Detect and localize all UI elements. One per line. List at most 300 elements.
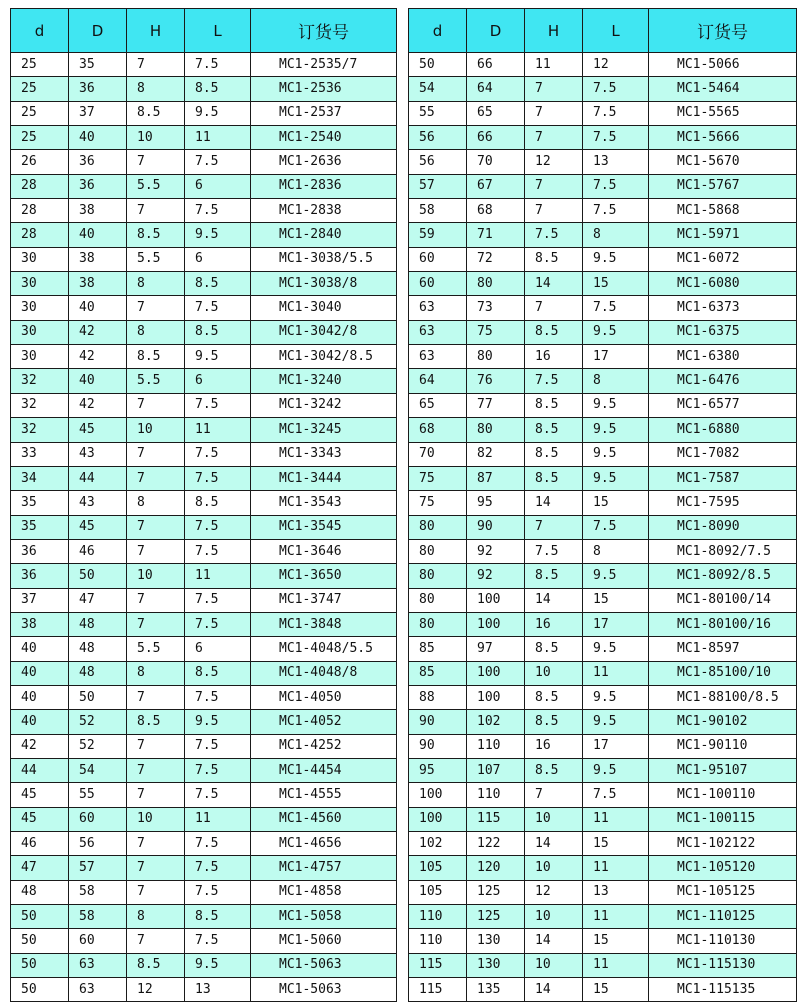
cell-outer-diameter: 67	[467, 174, 525, 198]
cell-length: 15	[583, 832, 649, 856]
spec-table-left-body	[11, 53, 397, 1002]
cell-length: 7.5	[185, 442, 251, 466]
cell-outer-diameter: 125	[467, 880, 525, 904]
table-row	[409, 491, 797, 515]
cell-d: 90	[409, 734, 467, 758]
table-row	[11, 807, 397, 831]
cell-length: 9.5	[583, 758, 649, 782]
cell-outer-diameter: 87	[467, 466, 525, 490]
cell-outer-diameter: 48	[69, 637, 127, 661]
spec-table-left	[10, 8, 397, 1002]
cell-height: 7	[127, 150, 185, 174]
cell-length: 13	[583, 880, 649, 904]
table-row	[409, 564, 797, 588]
cell-length: 7.5	[185, 758, 251, 782]
table-row	[409, 199, 797, 223]
cell-length: 8	[583, 223, 649, 247]
table-row	[11, 953, 397, 977]
cell-order-number: MC1-8092/7.5	[649, 539, 797, 563]
cell-order-number: MC1-5060	[251, 929, 397, 953]
header-order-number: 订货号	[649, 9, 797, 53]
table-row	[409, 320, 797, 344]
cell-length: 11	[583, 661, 649, 685]
table-row	[11, 247, 397, 271]
cell-height: 8.5	[525, 685, 583, 709]
cell-height: 5.5	[127, 247, 185, 271]
table-row	[409, 978, 797, 1002]
cell-outer-diameter: 60	[69, 929, 127, 953]
cell-outer-diameter: 76	[467, 369, 525, 393]
cell-outer-diameter: 80	[467, 272, 525, 296]
header-length: L	[583, 9, 649, 53]
cell-order-number: MC1-2537	[251, 101, 397, 125]
cell-length: 8.5	[185, 272, 251, 296]
table-row	[11, 539, 397, 563]
cell-order-number: MC1-4048/8	[251, 661, 397, 685]
cell-order-number: MC1-4560	[251, 807, 397, 831]
cell-order-number: MC1-6373	[649, 296, 797, 320]
cell-outer-diameter: 50	[69, 685, 127, 709]
cell-d: 28	[11, 199, 69, 223]
cell-order-number: MC1-2535/7	[251, 53, 397, 77]
cell-outer-diameter: 107	[467, 758, 525, 782]
cell-d: 48	[11, 880, 69, 904]
cell-height: 14	[525, 929, 583, 953]
cell-height: 8.5	[525, 247, 583, 271]
cell-length: 6	[185, 174, 251, 198]
cell-outer-diameter: 63	[69, 978, 127, 1002]
table-row	[409, 442, 797, 466]
table-row	[409, 77, 797, 101]
cell-height: 8.5	[525, 320, 583, 344]
cell-height: 7	[525, 515, 583, 539]
cell-order-number: MC1-5767	[649, 174, 797, 198]
table-row	[11, 637, 397, 661]
cell-height: 10	[525, 953, 583, 977]
cell-d: 47	[11, 856, 69, 880]
cell-outer-diameter: 58	[69, 905, 127, 929]
cell-order-number: MC1-7082	[649, 442, 797, 466]
cell-length: 9.5	[583, 637, 649, 661]
cell-outer-diameter: 42	[69, 393, 127, 417]
table-row	[11, 783, 397, 807]
cell-length: 11	[185, 807, 251, 831]
table-row	[409, 515, 797, 539]
cell-height: 7	[127, 53, 185, 77]
cell-length: 7.5	[185, 588, 251, 612]
cell-outer-diameter: 66	[467, 53, 525, 77]
cell-order-number: MC1-5063	[251, 978, 397, 1002]
cell-length: 8	[583, 539, 649, 563]
cell-length: 11	[185, 564, 251, 588]
cell-d: 80	[409, 539, 467, 563]
table-row	[409, 296, 797, 320]
cell-d: 64	[409, 369, 467, 393]
spec-table-right-body	[409, 53, 797, 1002]
cell-height: 10	[525, 856, 583, 880]
cell-length: 7.5	[185, 929, 251, 953]
cell-height: 5.5	[127, 369, 185, 393]
cell-order-number: MC1-5868	[649, 199, 797, 223]
cell-outer-diameter: 44	[69, 466, 127, 490]
cell-outer-diameter: 38	[69, 199, 127, 223]
cell-length: 7.5	[185, 734, 251, 758]
cell-order-number: MC1-4858	[251, 880, 397, 904]
cell-length: 9.5	[583, 564, 649, 588]
cell-length: 9.5	[185, 101, 251, 125]
cell-order-number: MC1-4050	[251, 685, 397, 709]
cell-height: 16	[525, 734, 583, 758]
cell-order-number: MC1-3747	[251, 588, 397, 612]
cell-height: 7.5	[525, 369, 583, 393]
cell-d: 30	[11, 247, 69, 271]
cell-d: 28	[11, 174, 69, 198]
table-row	[11, 393, 397, 417]
cell-order-number: MC1-2836	[251, 174, 397, 198]
cell-outer-diameter: 70	[467, 150, 525, 174]
table-row	[409, 637, 797, 661]
cell-length: 7.5	[185, 296, 251, 320]
cell-height: 8.5	[525, 442, 583, 466]
cell-length: 17	[583, 612, 649, 636]
cell-height: 7	[525, 174, 583, 198]
cell-d: 40	[11, 637, 69, 661]
cell-order-number: MC1-95107	[649, 758, 797, 782]
cell-height: 10	[127, 564, 185, 588]
cell-length: 11	[185, 418, 251, 442]
cell-length: 9.5	[583, 320, 649, 344]
table-row	[409, 612, 797, 636]
cell-order-number: MC1-3245	[251, 418, 397, 442]
cell-height: 7	[127, 783, 185, 807]
cell-height: 7	[127, 929, 185, 953]
cell-height: 14	[525, 832, 583, 856]
cell-outer-diameter: 42	[69, 345, 127, 369]
cell-length: 9.5	[583, 685, 649, 709]
cell-length: 11	[583, 807, 649, 831]
table-row	[11, 126, 397, 150]
cell-outer-diameter: 43	[69, 491, 127, 515]
cell-length: 7.5	[185, 856, 251, 880]
cell-length: 9.5	[583, 466, 649, 490]
table-row	[409, 758, 797, 782]
cell-d: 88	[409, 685, 467, 709]
cell-outer-diameter: 100	[467, 588, 525, 612]
cell-outer-diameter: 40	[69, 223, 127, 247]
cell-d: 70	[409, 442, 467, 466]
table-row	[409, 174, 797, 198]
table-row	[11, 296, 397, 320]
cell-d: 32	[11, 418, 69, 442]
table-row	[409, 101, 797, 125]
cell-length: 7.5	[185, 685, 251, 709]
cell-outer-diameter: 55	[69, 783, 127, 807]
table-row	[409, 807, 797, 831]
table-row	[409, 685, 797, 709]
cell-height: 8	[127, 905, 185, 929]
cell-order-number: MC1-5464	[649, 77, 797, 101]
cell-order-number: MC1-6380	[649, 345, 797, 369]
cell-length: 8.5	[185, 905, 251, 929]
table-row	[11, 758, 397, 782]
cell-length: 7.5	[185, 832, 251, 856]
cell-d: 85	[409, 661, 467, 685]
cell-order-number: MC1-6080	[649, 272, 797, 296]
cell-order-number: MC1-4252	[251, 734, 397, 758]
cell-order-number: MC1-5063	[251, 953, 397, 977]
cell-height: 7	[127, 539, 185, 563]
table-row	[11, 320, 397, 344]
cell-outer-diameter: 130	[467, 929, 525, 953]
cell-height: 8.5	[525, 710, 583, 734]
cell-order-number: MC1-90102	[649, 710, 797, 734]
cell-outer-diameter: 72	[467, 247, 525, 271]
cell-order-number: MC1-3543	[251, 491, 397, 515]
cell-height: 8.5	[127, 223, 185, 247]
cell-height: 10	[525, 661, 583, 685]
table-row	[11, 369, 397, 393]
table-row	[11, 491, 397, 515]
cell-outer-diameter: 36	[69, 150, 127, 174]
cell-d: 68	[409, 418, 467, 442]
cell-order-number: MC1-4048/5.5	[251, 637, 397, 661]
cell-order-number: MC1-3242	[251, 393, 397, 417]
table-row	[11, 905, 397, 929]
cell-d: 80	[409, 588, 467, 612]
cell-height: 12	[127, 978, 185, 1002]
cell-height: 14	[525, 588, 583, 612]
cell-d: 45	[11, 783, 69, 807]
cell-d: 30	[11, 296, 69, 320]
cell-length: 9.5	[583, 710, 649, 734]
cell-outer-diameter: 80	[467, 345, 525, 369]
cell-order-number: MC1-3042/8	[251, 320, 397, 344]
cell-length: 11	[583, 905, 649, 929]
cell-height: 11	[525, 53, 583, 77]
table-row	[11, 978, 397, 1002]
cell-order-number: MC1-90110	[649, 734, 797, 758]
cell-height: 8	[127, 320, 185, 344]
cell-height: 16	[525, 345, 583, 369]
cell-length: 9.5	[185, 710, 251, 734]
cell-height: 8.5	[525, 393, 583, 417]
table-row	[409, 223, 797, 247]
cell-length: 15	[583, 491, 649, 515]
cell-outer-diameter: 68	[467, 199, 525, 223]
cell-order-number: MC1-115130	[649, 953, 797, 977]
cell-outer-diameter: 90	[467, 515, 525, 539]
cell-height: 8.5	[525, 466, 583, 490]
cell-d: 30	[11, 272, 69, 296]
header-height: H	[525, 9, 583, 53]
header-d: d	[11, 9, 69, 53]
cell-height: 7	[525, 126, 583, 150]
cell-height: 12	[525, 150, 583, 174]
cell-order-number: MC1-80100/14	[649, 588, 797, 612]
cell-length: 11	[583, 953, 649, 977]
cell-length: 7.5	[185, 612, 251, 636]
cell-length: 7.5	[583, 199, 649, 223]
cell-height: 7	[127, 856, 185, 880]
table-row	[11, 734, 397, 758]
cell-outer-diameter: 73	[467, 296, 525, 320]
cell-d: 40	[11, 685, 69, 709]
cell-d: 32	[11, 369, 69, 393]
cell-outer-diameter: 37	[69, 101, 127, 125]
cell-outer-diameter: 120	[467, 856, 525, 880]
cell-length: 8.5	[185, 320, 251, 344]
cell-d: 80	[409, 515, 467, 539]
cell-outer-diameter: 52	[69, 734, 127, 758]
table-row	[409, 783, 797, 807]
cell-outer-diameter: 35	[69, 53, 127, 77]
cell-d: 105	[409, 856, 467, 880]
cell-length: 7.5	[185, 466, 251, 490]
cell-outer-diameter: 115	[467, 807, 525, 831]
cell-height: 10	[127, 418, 185, 442]
cell-d: 33	[11, 442, 69, 466]
cell-height: 7	[127, 758, 185, 782]
cell-height: 8	[127, 272, 185, 296]
table-row	[409, 247, 797, 271]
cell-d: 45	[11, 807, 69, 831]
cell-outer-diameter: 63	[69, 953, 127, 977]
cell-d: 57	[409, 174, 467, 198]
cell-order-number: MC1-2540	[251, 126, 397, 150]
cell-height: 7	[127, 199, 185, 223]
table-row	[11, 832, 397, 856]
cell-order-number: MC1-115135	[649, 978, 797, 1002]
table-row	[11, 880, 397, 904]
table-row	[11, 442, 397, 466]
cell-d: 65	[409, 393, 467, 417]
cell-height: 8	[127, 661, 185, 685]
header-length: L	[185, 9, 251, 53]
cell-outer-diameter: 92	[467, 564, 525, 588]
cell-order-number: MC1-3444	[251, 466, 397, 490]
cell-outer-diameter: 77	[467, 393, 525, 417]
cell-outer-diameter: 48	[69, 661, 127, 685]
cell-outer-diameter: 48	[69, 612, 127, 636]
cell-d: 55	[409, 101, 467, 125]
cell-d: 30	[11, 320, 69, 344]
header-height: H	[127, 9, 185, 53]
cell-outer-diameter: 42	[69, 320, 127, 344]
cell-height: 14	[525, 272, 583, 296]
cell-outer-diameter: 40	[69, 369, 127, 393]
cell-order-number: MC1-7587	[649, 466, 797, 490]
spec-table-right	[408, 8, 797, 1002]
cell-order-number: MC1-4052	[251, 710, 397, 734]
cell-outer-diameter: 65	[467, 101, 525, 125]
cell-order-number: MC1-2838	[251, 199, 397, 223]
cell-height: 7	[127, 393, 185, 417]
cell-length: 9.5	[583, 418, 649, 442]
cell-length: 6	[185, 369, 251, 393]
cell-outer-diameter: 92	[467, 539, 525, 563]
table-row	[11, 564, 397, 588]
table-row	[11, 345, 397, 369]
cell-order-number: MC1-3038/8	[251, 272, 397, 296]
cell-length: 7.5	[185, 783, 251, 807]
cell-outer-diameter: 36	[69, 174, 127, 198]
cell-outer-diameter: 125	[467, 905, 525, 929]
table-row	[11, 856, 397, 880]
cell-d: 26	[11, 150, 69, 174]
cell-order-number: MC1-3343	[251, 442, 397, 466]
cell-outer-diameter: 56	[69, 832, 127, 856]
cell-d: 46	[11, 832, 69, 856]
cell-length: 7.5	[583, 126, 649, 150]
cell-order-number: MC1-2536	[251, 77, 397, 101]
table-row	[11, 612, 397, 636]
cell-length: 15	[583, 588, 649, 612]
cell-d: 50	[11, 978, 69, 1002]
table-row	[409, 588, 797, 612]
cell-d: 110	[409, 905, 467, 929]
cell-height: 7	[525, 101, 583, 125]
cell-order-number: MC1-5666	[649, 126, 797, 150]
table-row	[409, 953, 797, 977]
cell-height: 8.5	[525, 758, 583, 782]
table-row	[11, 466, 397, 490]
cell-outer-diameter: 40	[69, 296, 127, 320]
cell-order-number: MC1-6880	[649, 418, 797, 442]
cell-height: 8	[127, 491, 185, 515]
cell-length: 9.5	[583, 393, 649, 417]
cell-outer-diameter: 110	[467, 734, 525, 758]
table-row	[11, 418, 397, 442]
cell-d: 38	[11, 612, 69, 636]
cell-length: 6	[185, 637, 251, 661]
cell-length: 7.5	[185, 199, 251, 223]
cell-outer-diameter: 80	[467, 418, 525, 442]
cell-height: 10	[127, 807, 185, 831]
cell-length: 7.5	[185, 880, 251, 904]
cell-length: 17	[583, 734, 649, 758]
cell-d: 59	[409, 223, 467, 247]
cell-order-number: MC1-4757	[251, 856, 397, 880]
cell-height: 14	[525, 978, 583, 1002]
cell-d: 50	[11, 953, 69, 977]
cell-length: 7.5	[185, 515, 251, 539]
cell-outer-diameter: 36	[69, 77, 127, 101]
cell-length: 8	[583, 369, 649, 393]
cell-d: 56	[409, 126, 467, 150]
cell-order-number: MC1-4454	[251, 758, 397, 782]
cell-order-number: MC1-100110	[649, 783, 797, 807]
cell-d: 115	[409, 978, 467, 1002]
cell-length: 17	[583, 345, 649, 369]
table-row	[11, 515, 397, 539]
header-order-number: 订货号	[251, 9, 397, 53]
cell-length: 12	[583, 53, 649, 77]
cell-height: 5.5	[127, 637, 185, 661]
cell-order-number: MC1-105120	[649, 856, 797, 880]
cell-d: 36	[11, 539, 69, 563]
cell-order-number: MC1-3646	[251, 539, 397, 563]
cell-length: 8.5	[185, 77, 251, 101]
cell-order-number: MC1-2840	[251, 223, 397, 247]
cell-order-number: MC1-3848	[251, 612, 397, 636]
table-row	[409, 393, 797, 417]
cell-d: 63	[409, 320, 467, 344]
cell-outer-diameter: 52	[69, 710, 127, 734]
cell-outer-diameter: 100	[467, 612, 525, 636]
cell-d: 60	[409, 272, 467, 296]
cell-outer-diameter: 75	[467, 320, 525, 344]
cell-height: 7	[127, 685, 185, 709]
